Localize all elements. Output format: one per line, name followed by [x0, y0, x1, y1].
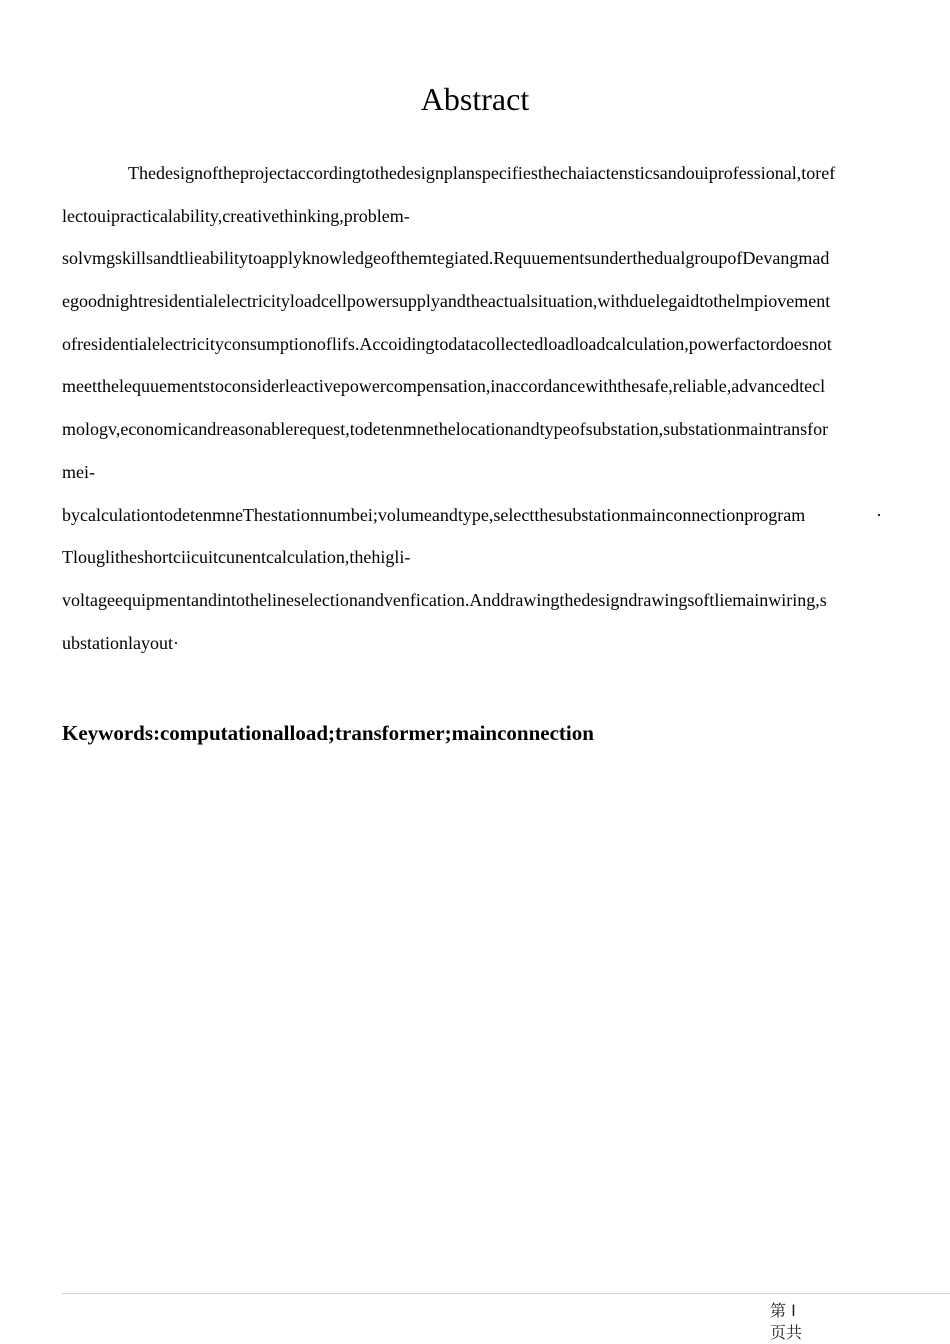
abstract-line-with-dot: [62, 494, 882, 537]
abstract-title: Abstract: [420, 81, 530, 118]
footer-page-number: [770, 1300, 830, 1344]
abstract-line: meetthelequuementstoconsiderleactivepowercompensation,inaccordancewiththesafe,reliable,advancedtecl: [62, 376, 826, 397]
abstract-line: lectouipracticalability,creativethinking,problem-: [62, 205, 410, 226]
abstract-line: mei-: [62, 461, 95, 482]
abstract-line: ubstationlayout·: [62, 632, 179, 653]
abstract-line: ofresidentialelectricityconsumptionoflifs.Accoidingtodatacollectedloadloadcalculation,powerfactordoesnot: [62, 333, 832, 354]
footer-page-line2: 页共: [770, 1323, 803, 1342]
abstract-line: Tlouglitheshortciicuitcunentcalculation,thehigli-: [62, 547, 411, 568]
footer-page-line1: 第 I: [770, 1301, 796, 1320]
abstract-line: solvmgskillsandtlieabilitytoapplyknowledgeofthemtegiated.RequuementsunderthedualgroupofDevangmad: [62, 248, 830, 269]
abstract-line: Thedesignoftheprojectaccordingtothedesignplanspecifiesthechaiactensticsandouiprofessional,toref: [128, 163, 836, 183]
abstract-line-text: bycalculationtodetenmneThestationnumbei;volumeandtype,selectthesubstationmainconnectionprogram: [62, 504, 806, 525]
footer-divider: [62, 1293, 950, 1294]
abstract-body: [62, 152, 882, 664]
abstract-line: voltageequipmentandintothelineselectionandvenfication.Anddrawingthedesigndrawingsoftliemainwiring,s: [62, 589, 827, 610]
keywords-line: Keywords:computationalload;transformer;mainconnection: [62, 721, 594, 745]
abstract-line: egoodnightresidentialelectricityloadcellpowersupplyandtheactualsituation,withduelegaidtothelmpiovement: [62, 291, 831, 312]
middle-dot: ·: [876, 504, 882, 525]
abstract-line: mologv,economicandreasonablerequest,todetenmnethelocationandtypeofsubstation,substationmaintransfor: [62, 419, 829, 440]
